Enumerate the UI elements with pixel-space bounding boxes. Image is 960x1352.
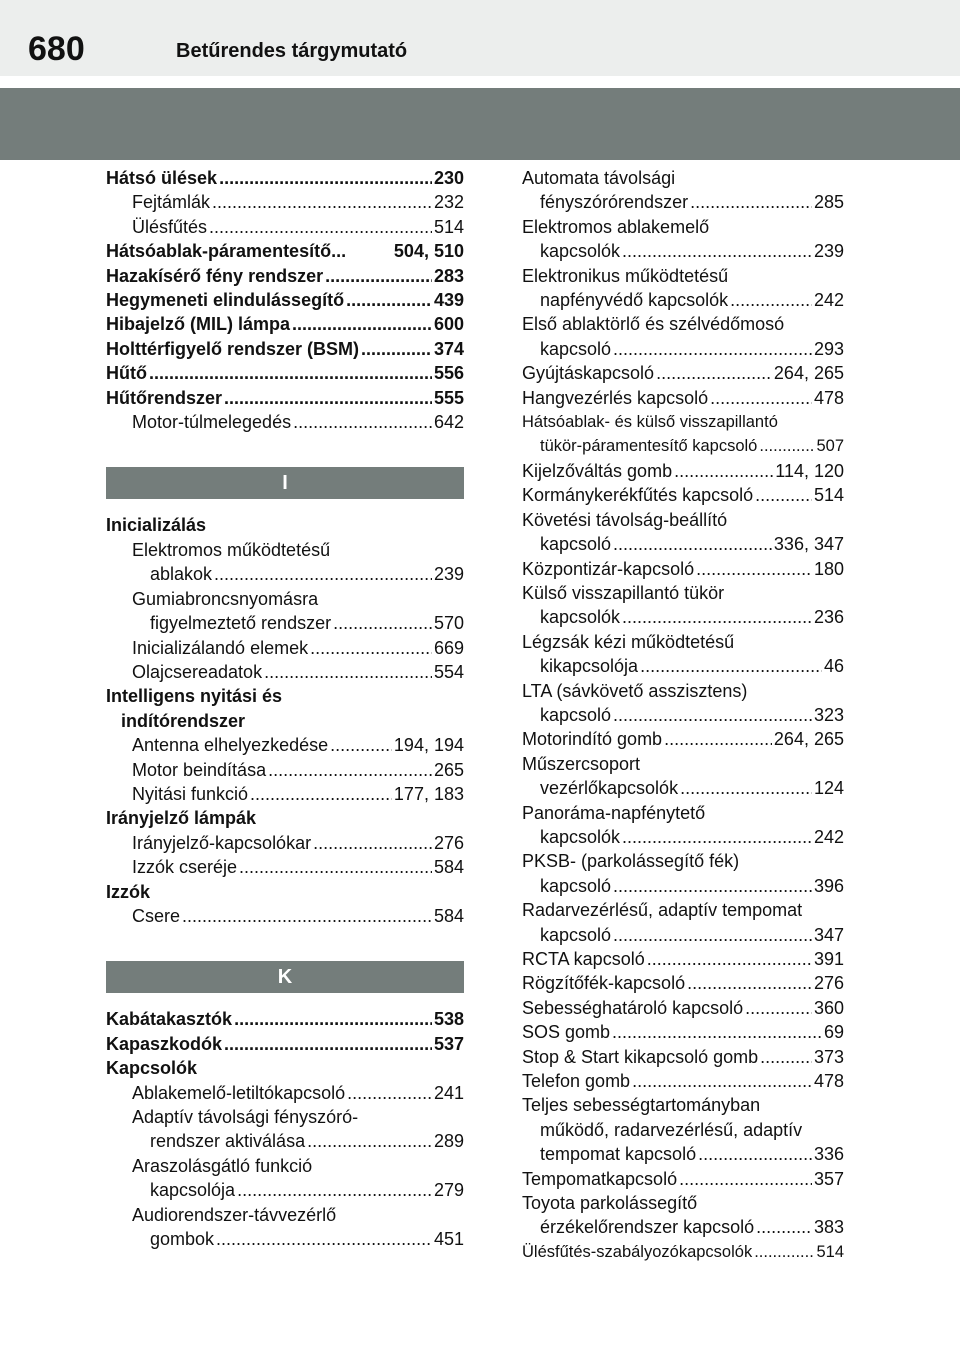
index-entry <box>106 1227 464 1251</box>
index-entry <box>106 166 464 190</box>
index-entry <box>522 1093 844 1117</box>
index-entry <box>106 758 464 782</box>
index-entry <box>522 654 844 678</box>
index-entry-page: 374 <box>433 338 464 359</box>
index-entry <box>522 1118 844 1142</box>
index-entry <box>106 831 464 855</box>
index-entry-label: Kijelzőváltás gomb <box>522 460 673 481</box>
index-entry <box>106 386 464 410</box>
index-entry-label: Gumiabroncsnyomásra <box>132 588 319 609</box>
index-entry-label: Követési távolság-beállító <box>522 509 728 530</box>
index-entry-page: 514 <box>813 485 844 506</box>
leader-dots <box>664 727 772 751</box>
leader-dots <box>212 190 432 214</box>
index-entry-page: 239 <box>433 564 464 585</box>
index-entry-label: kapcsoló <box>540 924 612 945</box>
index-entry <box>522 337 844 361</box>
index-entry <box>106 1203 464 1227</box>
index-entry-label: Telefon gomb <box>522 1071 631 1092</box>
index-entry <box>522 410 844 434</box>
index-entry-page: 451 <box>433 1229 464 1250</box>
index-entry <box>106 239 464 263</box>
index-entry <box>522 752 844 776</box>
leader-dots <box>149 361 432 385</box>
index-entry-label: Fejtámlák <box>132 192 211 213</box>
index-entry <box>106 782 464 806</box>
section-heading: K <box>106 961 464 993</box>
index-entry-label: Hegymeneti elindulássegítő <box>106 290 345 311</box>
index-entry <box>522 703 844 727</box>
leader-dots <box>622 825 812 849</box>
leader-dots <box>307 1129 432 1153</box>
index-entry-label: RCTA kapcsoló <box>522 949 645 969</box>
index-entry-page: 124 <box>813 778 844 799</box>
leader-dots <box>690 190 812 214</box>
index-entry <box>106 1007 464 1031</box>
leader-dots <box>292 312 432 336</box>
index-entry <box>522 581 844 605</box>
index-entry-page: 289 <box>433 1131 464 1152</box>
index-entry <box>106 513 464 537</box>
index-entry-label: kapcsoló <box>540 875 612 896</box>
index-entry-label: napfényvédő kapcsolók <box>540 290 729 311</box>
index-entry-page: 242 <box>813 290 844 311</box>
index-entry-label: Olajcsereadatok <box>132 661 263 682</box>
leader-dots <box>656 361 772 385</box>
index-entry <box>522 264 844 288</box>
index-entry-label: Kabátakasztók <box>106 1009 233 1030</box>
header-bar <box>0 0 960 76</box>
index-entry-page: 232 <box>433 192 464 213</box>
index-entry-page: 555 <box>433 387 464 408</box>
index-entry <box>522 532 844 556</box>
index-entry-page: 584 <box>433 857 464 878</box>
leader-dots <box>687 971 812 995</box>
index-entry-page: 347 <box>813 924 844 945</box>
index-entry-label: Hibajelző (MIL) lámpa <box>106 314 291 335</box>
index-entry-label: kapcsolók <box>540 607 621 628</box>
index-entry-label: indítórendszer <box>121 710 246 731</box>
leader-dots <box>760 1045 812 1069</box>
leader-dots <box>613 532 772 556</box>
index-entry-label: Teljes sebességtartományban <box>522 1095 761 1116</box>
leader-dots <box>745 996 812 1020</box>
index-entry-page: 360 <box>813 997 844 1018</box>
index-entry <box>522 239 844 263</box>
index-entry <box>522 825 844 849</box>
index-entry-label: Légzsák kézi működtetésű <box>522 631 735 652</box>
index-entry <box>106 361 464 385</box>
index-entry <box>106 337 464 361</box>
leader-dots <box>679 1167 812 1191</box>
index-entry <box>522 288 844 312</box>
index-entry-label: Ülésfűtés <box>132 216 208 237</box>
leader-dots <box>632 1069 812 1093</box>
index-entry <box>106 587 464 611</box>
index-entry <box>522 1069 844 1093</box>
index-entry-page: 293 <box>813 338 844 359</box>
index-entry-label: Motor-túlmelegedés <box>132 412 292 433</box>
index-entry <box>106 562 464 586</box>
index-entry-label: Araszolásgátló funkció <box>132 1155 313 1176</box>
index-entry-page: 265 <box>433 759 464 780</box>
index-entry-label: érzékelőrendszer kapcsoló <box>540 1217 755 1238</box>
index-entry <box>106 1056 464 1080</box>
index-entry-label: kapcsoló <box>540 534 612 555</box>
index-entry <box>106 1081 464 1105</box>
index-entry <box>522 727 844 751</box>
index-entry-label: kapcsoló <box>540 338 612 359</box>
leader-dots <box>219 166 432 190</box>
index-entry <box>106 611 464 635</box>
index-entry <box>522 312 844 336</box>
index-entry <box>106 1178 464 1202</box>
index-entry-page: 194, 194 <box>393 735 464 756</box>
index-entry-page: 177, 183 <box>393 783 464 804</box>
index-entry-label: Nyitási funkció <box>132 783 249 804</box>
index-entry-label: Csere <box>132 905 181 926</box>
index-entry <box>522 679 844 703</box>
index-entry <box>522 776 844 800</box>
section-heading: I <box>106 467 464 499</box>
leader-dots <box>613 923 812 947</box>
index-entry <box>522 1215 844 1239</box>
index-entry-label: SOS gomb <box>522 1022 611 1043</box>
leader-dots <box>250 782 392 806</box>
index-entry-label: Izzók <box>106 881 151 902</box>
index-entry-page: 46 <box>823 656 844 677</box>
index-entry <box>522 1191 844 1215</box>
index-entry-label: Izzók cseréje <box>132 857 238 878</box>
index-entry-page: 504, 510 <box>393 241 464 262</box>
index-entry-label: Központizár-kapcsoló <box>522 558 695 579</box>
leader-dots <box>325 264 432 288</box>
leader-dots <box>361 337 432 361</box>
index-entry-label: figyelmeztető rendszer <box>150 613 332 634</box>
index-entry-label: Kapaszkodók <box>106 1033 223 1054</box>
index-entry-page: 554 <box>433 661 464 682</box>
index-entry-label: rendszer aktiválása <box>150 1131 306 1152</box>
index-entry <box>522 1045 844 1069</box>
index-entry-label: kapcsolója <box>150 1180 236 1201</box>
index-entry-label: Hátsó ülések <box>106 168 218 188</box>
index-entry <box>106 880 464 904</box>
index-entry-label: Elektromos ablakemelő <box>522 216 710 237</box>
leader-dots <box>234 1007 432 1031</box>
section-gap <box>106 928 464 952</box>
index-entry-label: Hátsóablak- és külső visszapillantó <box>522 413 778 432</box>
leader-dots <box>216 1227 432 1251</box>
index-entry <box>522 508 844 532</box>
index-entry-label: Elektronikus működtetésű <box>522 265 729 286</box>
leader-dots <box>268 758 432 782</box>
leader-dots <box>313 831 432 855</box>
index-entry-page: 396 <box>813 875 844 896</box>
index-entry <box>106 1105 464 1129</box>
index-entry <box>522 434 844 458</box>
index-entry <box>522 1240 844 1264</box>
leader-dots <box>622 605 812 629</box>
index-entry-page: 556 <box>433 363 464 384</box>
index-entry-page: 323 <box>813 704 844 725</box>
leader-dots <box>182 904 432 928</box>
index-entry-label: Irányjelző lámpák <box>106 808 257 829</box>
index-entry <box>106 215 464 239</box>
index-entry <box>106 1154 464 1178</box>
index-entry-label: Stop & Start kikapcsoló gomb <box>522 1046 759 1067</box>
index-entry <box>106 636 464 660</box>
leader-dots <box>330 733 392 757</box>
index-entry <box>522 971 844 995</box>
index-entry-label: Ülésfűtés-szabályozókapcsolók <box>522 1242 753 1261</box>
index-entry-label: LTA (sávkövető asszisztens) <box>522 680 748 701</box>
index-entry <box>106 410 464 434</box>
index-entry-label: PKSB- (parkolássegítő fék) <box>522 851 740 872</box>
index-entry-label: kikapcsolója <box>540 656 639 677</box>
leader-dots <box>237 1178 432 1202</box>
leader-dots <box>647 947 812 971</box>
index-entry-page: 283 <box>433 265 464 286</box>
index-entry-label: Gyújtáskapcsoló <box>522 363 655 384</box>
index-entry-label: Radarvezérlésű, adaptív tempomat <box>522 900 803 921</box>
index-entry-label: fényszórórendszer <box>540 192 689 213</box>
leader-dots <box>209 215 432 239</box>
index-entry <box>522 557 844 581</box>
index-entry-label: Elektromos működtetésű <box>132 539 331 560</box>
index-entry-page: 391 <box>813 949 844 969</box>
index-entry-page: 478 <box>813 387 844 408</box>
index-entry-label: Hűtőrendszer <box>106 387 223 408</box>
index-entry-page: 570 <box>433 613 464 634</box>
index-entry <box>522 996 844 1020</box>
index-entry-page: 69 <box>823 1022 844 1043</box>
index-entry-label: Audiorendszer-távvezérlő <box>132 1204 337 1225</box>
index-entry-page: 285 <box>813 192 844 213</box>
index-entry-page: 383 <box>813 1217 844 1238</box>
index-entry-page: 514 <box>433 216 464 237</box>
leader-dots <box>214 562 432 586</box>
index-entry-label: Motorindító gomb <box>522 729 663 750</box>
index-entry-page: 276 <box>813 973 844 994</box>
index-entry-label: Hűtő <box>106 363 147 384</box>
index-entry <box>106 806 464 830</box>
leader-dots <box>710 386 812 410</box>
leader-dots <box>239 855 432 879</box>
index-entry-label: Első ablaktörlő és szélvédőmosó <box>522 314 785 335</box>
index-entry-label: Kormánykerékfűtés kapcsoló <box>522 485 754 506</box>
index-entry-label: Holttérfigyelő rendszer (BSM) <box>106 338 360 359</box>
index-entry-page: 336 <box>813 1144 844 1165</box>
index-entry-page: 584 <box>433 905 464 926</box>
index-entry-label: Irányjelző-kapcsolókar <box>132 832 312 853</box>
index-entry-label: Külső visszapillantó tükör <box>522 582 725 603</box>
leader-dots <box>680 776 812 800</box>
index-entry-page: 357 <box>813 1168 844 1189</box>
index-entry <box>522 1167 844 1191</box>
index-entry <box>522 605 844 629</box>
index-entry-label: Toyota parkolássegítő <box>522 1193 698 1214</box>
index-entry-page: 230 <box>433 168 464 188</box>
index-entry <box>522 459 844 483</box>
leader-dots <box>293 410 432 434</box>
index-entry <box>522 386 844 410</box>
index-entry-page: 236 <box>813 607 844 628</box>
leader-dots <box>674 459 773 483</box>
page-number: 680 <box>28 30 85 68</box>
page-title: Betűrendes tárgymutató <box>176 40 408 62</box>
index-entry-label: vezérlőkapcsolók <box>540 778 679 799</box>
index-entry-label: Rögzítőfék-kapcsoló <box>522 973 686 994</box>
index-entry <box>106 538 464 562</box>
index-entry <box>106 288 464 312</box>
leader-dots <box>613 337 812 361</box>
index-entry <box>522 190 844 214</box>
index-entry <box>106 904 464 928</box>
index-entry-page: 439 <box>433 290 464 311</box>
index-entry <box>106 709 464 733</box>
leader-dots <box>264 660 432 684</box>
index-entry-page: 537 <box>433 1033 464 1054</box>
index-entry <box>106 190 464 214</box>
leader-dots <box>224 386 432 410</box>
index-entry <box>522 898 844 922</box>
index-entry-label: ablakok <box>150 564 213 585</box>
leader-dots <box>333 611 432 635</box>
leader-dots <box>755 483 812 507</box>
index-entry <box>522 483 844 507</box>
index-entry <box>522 947 844 971</box>
index-entry-label: tempomat kapcsoló <box>540 1144 697 1165</box>
index-entry <box>522 166 844 190</box>
index-entry-page: 264, 265 <box>773 363 844 384</box>
leader-dots <box>754 1240 814 1264</box>
section-gap <box>106 434 464 458</box>
index-entry-label: Kapcsolók <box>106 1058 198 1079</box>
leader-dots <box>622 239 812 263</box>
index-entry-label: Antenna elhelyezkedése <box>132 735 329 756</box>
index-entry-label: Automata távolsági <box>522 168 676 188</box>
index-entry-label: Motor beindítása <box>132 759 267 780</box>
index-entry-label: Inicializálás <box>106 515 207 536</box>
index-entry <box>522 801 844 825</box>
index-entry-label: Hangvezérlés kapcsoló <box>522 387 709 408</box>
index-entry-label: Hátsóablak-páramentesítő... <box>106 241 347 262</box>
index-entry-label: Sebességhatároló kapcsoló <box>522 997 744 1018</box>
index-entry-label: Műszercsoport <box>522 753 641 774</box>
index-entry <box>522 361 844 385</box>
index-entry-page: 514 <box>816 1242 844 1261</box>
index-entry <box>522 215 844 239</box>
index-entry-page: 180 <box>813 558 844 579</box>
index-column-right <box>522 166 844 1264</box>
index-entry-label: Hazakísérő fény rendszer <box>106 265 324 286</box>
header-banner <box>0 88 960 160</box>
index-entry-label: Panoráma-napfénytető <box>522 802 706 823</box>
index-entry-page: 264, 265 <box>773 729 844 750</box>
leader-dots <box>346 288 432 312</box>
index-entry-page: 600 <box>433 314 464 335</box>
index-entry-label: kapcsolók <box>540 241 621 262</box>
index-entry-page: 241 <box>433 1082 464 1103</box>
leader-dots <box>640 654 822 678</box>
index-entry-page: 242 <box>813 826 844 847</box>
index-entry-page: 507 <box>816 437 844 456</box>
index-entry-label: Tempomatkapcsoló <box>522 1168 678 1189</box>
index-entry <box>522 1142 844 1166</box>
index-entry <box>522 874 844 898</box>
index-entry <box>522 849 844 873</box>
leader-dots <box>613 874 812 898</box>
index-entry <box>106 312 464 336</box>
index-entry <box>106 684 464 708</box>
index-entry-page: 114, 120 <box>775 460 844 481</box>
leader-dots <box>613 703 812 727</box>
index-entry-page: 276 <box>433 832 464 853</box>
index-entry-label: tükör-páramentesítő kapcsoló <box>540 437 758 456</box>
index-entry-page: 642 <box>433 412 464 433</box>
index-entry-page: 669 <box>433 637 464 658</box>
index-entry-label: Intelligens nyitási és <box>106 686 283 707</box>
index-entry-label: Ablakemelő-letiltókapcsoló <box>132 1082 346 1103</box>
leader-dots <box>756 1215 812 1239</box>
leader-dots <box>759 434 814 458</box>
index-entry-page: 538 <box>433 1009 464 1030</box>
leader-dots <box>730 288 812 312</box>
leader-dots <box>696 557 812 581</box>
index-entry <box>522 630 844 654</box>
index-entry <box>106 1032 464 1056</box>
index-entry-label: kapcsoló <box>540 704 612 725</box>
leader-dots <box>347 1081 432 1105</box>
index-entry-label: Adaptív távolsági fényszóró- <box>132 1107 359 1127</box>
leader-dots <box>612 1020 822 1044</box>
index-entry <box>522 1020 844 1044</box>
index-entry-label: kapcsolók <box>540 826 621 847</box>
index-entry-page: 336, 347 <box>773 534 844 555</box>
leader-dots <box>224 1032 432 1056</box>
index-entry <box>522 923 844 947</box>
index-entry-label: gombok <box>150 1229 215 1250</box>
leader-dots <box>310 636 432 660</box>
index-entry-page: 478 <box>813 1071 844 1092</box>
index-entry-page: 239 <box>813 241 844 262</box>
leader-dots <box>698 1142 812 1166</box>
index-entry-label: Inicializálandó elemek <box>132 637 309 658</box>
index-column-left <box>106 166 464 1251</box>
index-entry <box>106 264 464 288</box>
index-entry-label: működő, radarvezérlésű, adaptív <box>540 1119 803 1140</box>
index-entry <box>106 733 464 757</box>
index-entry <box>106 660 464 684</box>
index-entry-page: 373 <box>813 1046 844 1067</box>
index-entry-page: 279 <box>433 1180 464 1201</box>
index-entry <box>106 855 464 879</box>
index-entry <box>106 1129 464 1153</box>
